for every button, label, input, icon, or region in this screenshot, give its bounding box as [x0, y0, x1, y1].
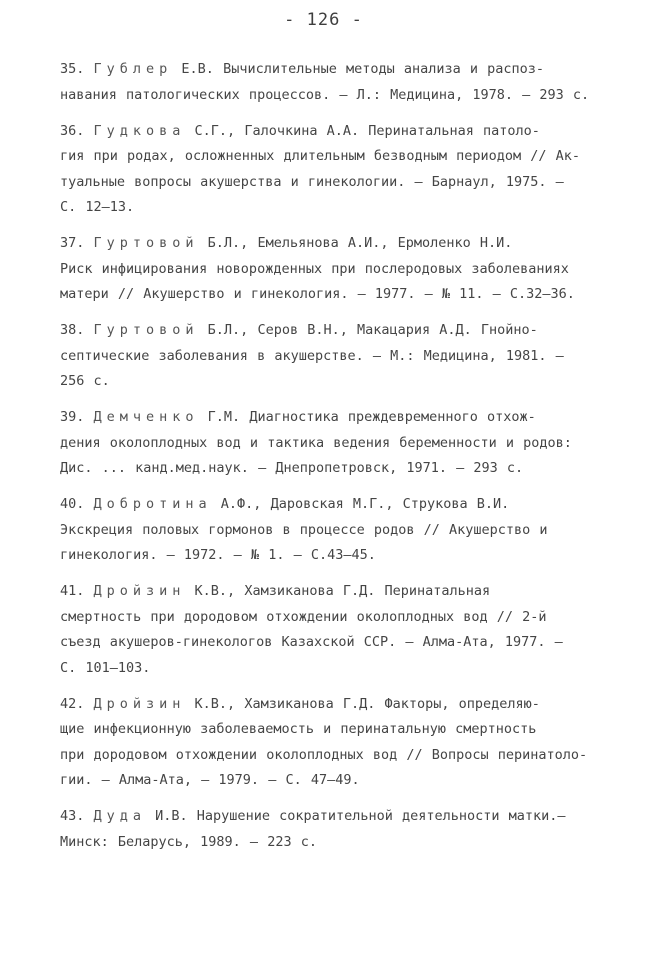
reference-entry: [60, 318, 608, 395]
reference-line: 38. Гуртовой Б.Л., Серов В.Н., Макацария А.Д. Гнойно-: [60, 322, 538, 338]
reference-list: [60, 57, 608, 866]
reference-line: 40. Добротина А.Ф., Даровская М.Г., Струкова В.И.: [60, 496, 510, 512]
reference-line: септические заболевания в акушерстве. – М.: Медицина, 1981. –: [60, 347, 564, 364]
reference-entry: [60, 579, 608, 681]
reference-line: смертность при дородовом отхождении околоплодных вод // 2-й: [60, 608, 547, 625]
reference-author: Дуда: [93, 808, 147, 824]
reference-line: 256 с.: [60, 373, 110, 389]
reference-line: Экскреция половых гормонов в процессе родов // Акушерство и: [60, 521, 548, 538]
reference-author: Гудкова: [93, 122, 186, 139]
reference-line: гии. – Алма-Ата, – 1979. – С. 47–49.: [60, 772, 360, 788]
reference-line: Дис. ... канд.мед.наук. – Днепропетровск, 1971. – 293 с.: [60, 460, 524, 476]
reference-entry: [60, 804, 608, 855]
reference-author: Дройзин: [93, 695, 186, 712]
reference-entry: [60, 119, 608, 221]
reference-line: гия при родах, осложненных длительным безводным периодом // Ак-: [60, 148, 581, 164]
reference-line: при дородовом отхождении околоплодных вод // Вопросы перинатоло-: [60, 746, 588, 763]
reference-line: Минск: Беларусь, 1989. – 223 с.: [60, 833, 317, 850]
reference-line: 35. Гублер Е.В. Вычислительные методы анализа и распоз-: [60, 61, 545, 77]
reference-line: 39. Демченко Г.М. Диагностика преждевременного отхож-: [60, 409, 536, 425]
reference-entry: [60, 692, 608, 794]
page-number: - 126 -: [284, 10, 363, 30]
reference-line: дения околоплодных вод и тактика ведения беременности и родов:: [60, 434, 572, 451]
reference-entry: [60, 492, 608, 569]
reference-author: Демченко: [93, 409, 199, 425]
reference-line: туальные вопросы акушерства и гинекологии. – Барнаул, 1975. –: [60, 173, 564, 190]
reference-author: Дройзин: [93, 583, 186, 599]
reference-line: 37. Гуртовой Б.Л., Емельянова А.И., Ермоленко Н.И.: [60, 235, 513, 251]
reference-line: навания патологических процессов. – Л.: Медицина, 1978. – 293 с.: [60, 86, 590, 103]
reference-entry: [60, 57, 608, 108]
reference-author: Гуртовой: [93, 322, 199, 338]
reference-line: С. 12–13.: [60, 199, 135, 215]
reference-line: щие инфекционную заболеваемость и перинатальную смертность: [60, 721, 537, 737]
reference-author: Добротина: [93, 496, 212, 512]
reference-author: Гублер: [93, 61, 173, 77]
reference-line: 41. Дройзин К.В., Хамзиканова Г.Д. Перинатальная: [60, 583, 491, 599]
reference-line: съезд акушеров-гинекологов Казахской ССР. – Алма-Ата, 1977. –: [60, 634, 563, 650]
reference-line: 43. Дуда И.В. Нарушение сократительной деятельности матки.–: [60, 808, 566, 824]
reference-line: 42. Дройзин К.В., Хамзиканова Г.Д. Факторы, определяю-: [60, 695, 540, 712]
reference-line: С. 101–103.: [60, 659, 151, 676]
reference-entry: [60, 405, 608, 482]
reference-line: 36. Гудкова С.Г., Галочкина А.А. Перинатальная патоло-: [60, 122, 540, 139]
reference-line: Риск инфицирования новорожденных при послеродовых заболеваниях: [60, 260, 569, 277]
reference-line: матери // Акушерство и гинекология. – 1977. – № 11. – С.32–36.: [60, 286, 575, 302]
reference-author: Гуртовой: [93, 235, 199, 251]
reference-entry: [60, 231, 608, 308]
reference-line: гинекология. – 1972. – № 1. – С.43–45.: [60, 547, 376, 563]
